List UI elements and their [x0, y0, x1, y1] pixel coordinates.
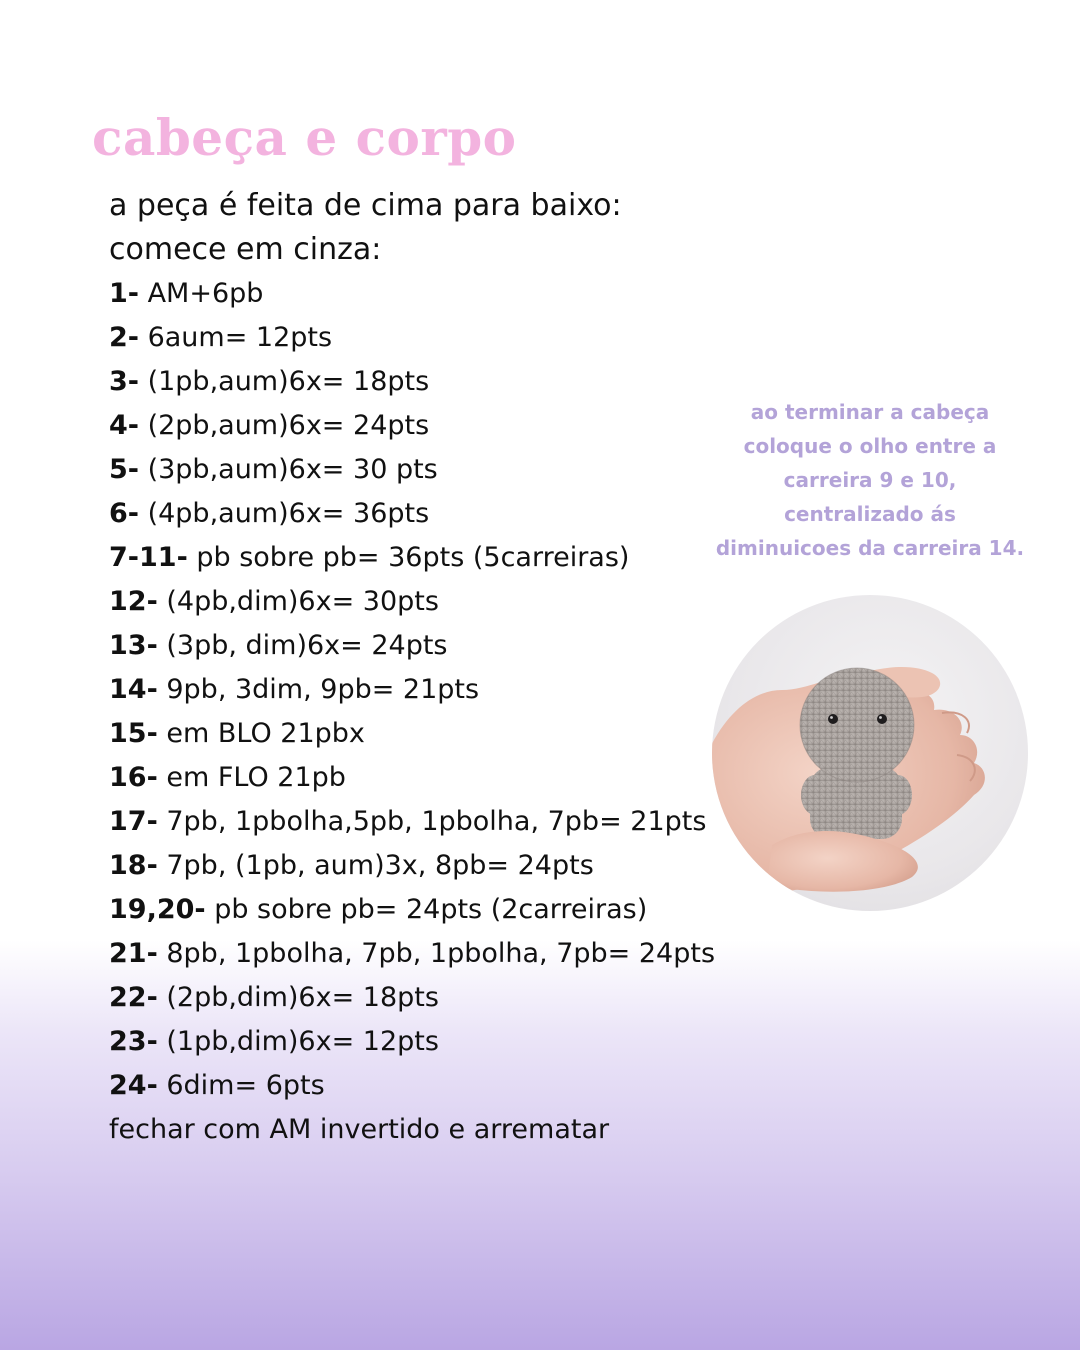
step-number: 23- — [109, 1026, 158, 1057]
step-row — [109, 624, 749, 668]
step-number: 12- — [109, 586, 158, 617]
step-text: AM+6pb — [139, 278, 264, 309]
intro-line: comece em cinza: — [109, 232, 382, 267]
step-number: 4- — [109, 410, 139, 441]
step-text: pb sobre pb= 36pts (5carreiras) — [187, 542, 630, 573]
pattern-steps — [109, 272, 749, 1108]
step-row — [109, 932, 749, 976]
step-text: (1pb,aum)6x= 18pts — [139, 366, 430, 397]
step-number: 17- — [109, 806, 158, 837]
amigurumi-illustration — [712, 595, 1028, 911]
step-text: pb sobre pb= 24pts (2carreiras) — [205, 894, 648, 925]
step-number: 3- — [109, 366, 139, 397]
step-number: 2- — [109, 322, 139, 353]
step-row — [109, 580, 749, 624]
note-line: centralizado ás — [784, 502, 956, 526]
step-row — [109, 272, 749, 316]
step-number: 16- — [109, 762, 158, 793]
step-row — [109, 316, 749, 360]
left-eye — [828, 714, 838, 724]
step-text: (3pb, dim)6x= 24pts — [157, 630, 448, 661]
step-text: (4pb,aum)6x= 36pts — [139, 498, 430, 529]
step-text: em BLO 21pbx — [157, 718, 365, 749]
step-row — [109, 756, 749, 800]
step-number: 22- — [109, 982, 158, 1013]
eye-placement-note — [700, 395, 1040, 565]
amigurumi-head — [800, 668, 914, 782]
step-number: 1- — [109, 278, 139, 309]
note-line: carreira 9 e 10, — [783, 468, 957, 492]
intro-text — [109, 184, 749, 272]
step-text: 7pb, (1pb, aum)3x, 8pb= 24pts — [157, 850, 594, 881]
step-row — [109, 976, 749, 1020]
step-number: 21- — [109, 938, 158, 969]
note-line: diminuicoes da carreira 14. — [715, 536, 1025, 560]
step-number: 19,20- — [109, 894, 206, 925]
step-text: 7pb, 1pbolha,5pb, 1pbolha, 7pb= 21pts — [157, 806, 707, 837]
note-line: ao terminar a cabeça — [750, 400, 990, 424]
step-number: 7-11- — [109, 542, 188, 573]
step-number: 6- — [109, 498, 139, 529]
step-number: 14- — [109, 674, 158, 705]
step-text: (1pb,dim)6x= 12pts — [157, 1026, 439, 1057]
step-row — [109, 844, 749, 888]
right-eye — [877, 714, 887, 724]
note-line: coloque o olho entre a — [743, 434, 997, 458]
step-row — [109, 888, 749, 932]
step-text: em FLO 21pb — [157, 762, 346, 793]
step-row — [109, 536, 749, 580]
step-number: 13- — [109, 630, 158, 661]
step-number: 5- — [109, 454, 139, 485]
step-row — [109, 1020, 749, 1064]
step-row — [109, 1064, 749, 1108]
step-text: 9pb, 3dim, 9pb= 21pts — [157, 674, 480, 705]
step-text: 6dim= 6pts — [157, 1070, 325, 1101]
page-title: cabeça e corpo — [92, 108, 517, 167]
step-text: (2pb,aum)6x= 24pts — [139, 410, 430, 441]
step-row — [109, 712, 749, 756]
closing-instruction: fechar com AM invertido e arrematar — [109, 1114, 610, 1145]
step-text: (4pb,dim)6x= 30pts — [157, 586, 439, 617]
step-row — [109, 360, 749, 404]
step-text: (2pb,dim)6x= 18pts — [157, 982, 439, 1013]
step-row — [109, 800, 749, 844]
step-text: 6aum= 12pts — [139, 322, 333, 353]
step-row — [109, 668, 749, 712]
step-number: 24- — [109, 1070, 158, 1101]
intro-line: a peça é feita de cima para baixo: — [109, 188, 622, 223]
amigurumi-photo — [712, 595, 1028, 911]
step-number: 18- — [109, 850, 158, 881]
step-text: 8pb, 1pbolha, 7pb, 1pbolha, 7pb= 24pts — [157, 938, 716, 969]
step-row — [109, 448, 749, 492]
step-number: 15- — [109, 718, 158, 749]
step-row — [109, 404, 749, 448]
step-row — [109, 492, 749, 536]
step-text: (3pb,aum)6x= 30 pts — [139, 454, 438, 485]
